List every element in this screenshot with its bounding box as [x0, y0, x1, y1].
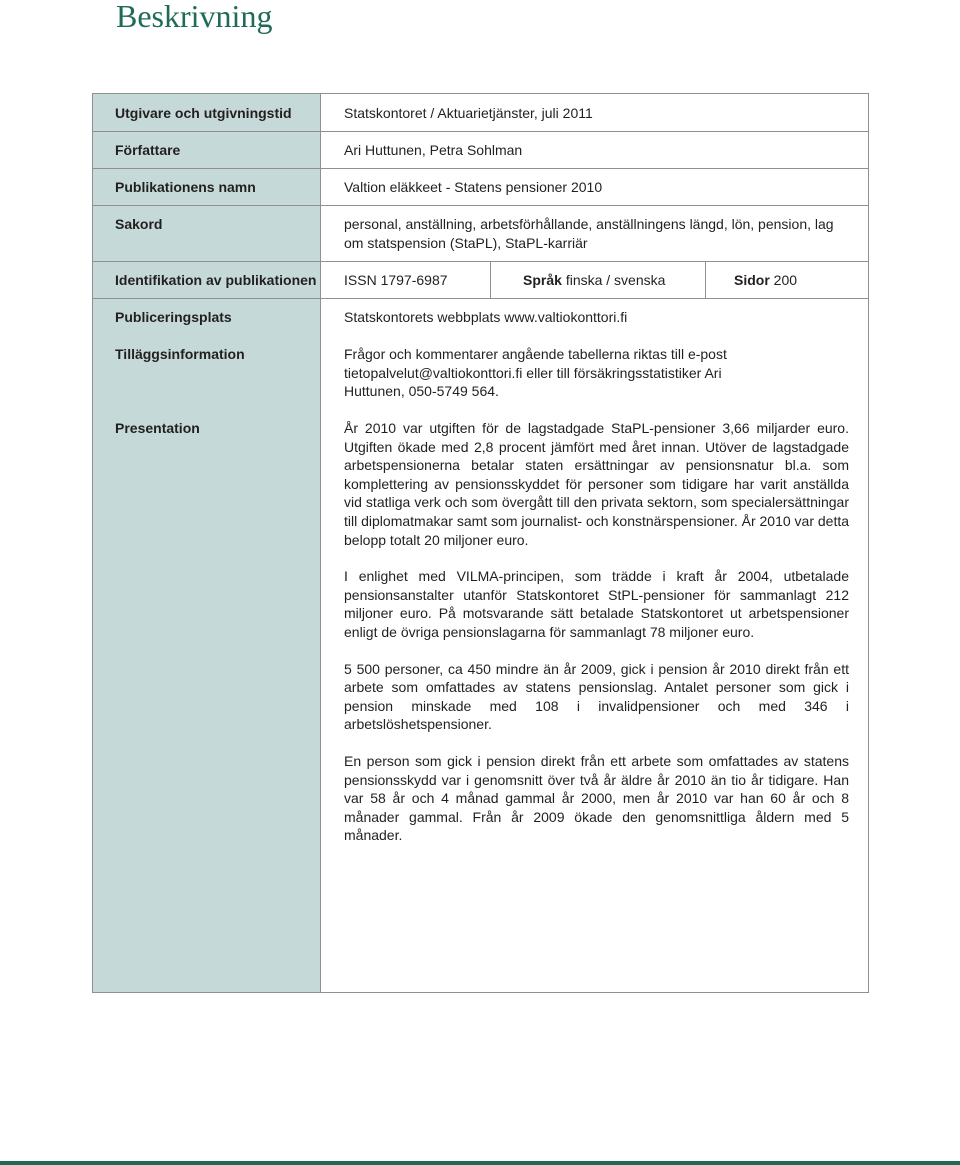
page-title: Beskrivning [116, 0, 273, 34]
publishing-place-label: Publiceringsplats [115, 309, 232, 325]
cell-divider [705, 261, 706, 298]
row-divider [93, 261, 868, 262]
presentation-paragraph: 5 500 personer, ca 450 mindre än år 2009, gick i pension år 2010 direkt från ett arbete som omfattades av statens pensionslag. Antalet personer som gick i pension minskade med 108 i invalidpensioner och med 346 i arbetslöshetspensioner. [344, 660, 849, 733]
cell-divider [490, 261, 491, 298]
keywords-value: personal, anställning, arbetsförhållande, anställningens längd, lön, pension, lag om statspension (StaPL), StaPL-karriär [344, 216, 834, 251]
presentation-paragraph: I enlighet med VILMA-principen, som trädde i kraft år 2004, utbetalade pensionsanstalter utanför Statskontoret StPL-pensioner för sammanlagt 212 miljoner euro. På motsvarande sätt betalade Statskontoret ut arbetspensioner enligt de övriga pensionslagarna för sammanlagt 78 miljoner euro. [344, 568, 849, 640]
presentation-paragraph: År 2010 var utgiften för de lagstadgade StaPL-pensioner 3,66 miljarder euro. Utgiften ökade med 2,8 procent jämfört med året innan. Utöver de lagstadgade arbetspensionerna betalar staten ersättningar av pensionsnatur bl.a. som komplettering av pensionsskyddet för personer som tidigare har varit anställda vid statliga verk och som övergått till den privata sektorn, som specialersättningar till diplomatmakar samt som journalist- och konstnärspensioner. År 2010 var detta belopp totalt 20 miljoner euro. [344, 420, 850, 548]
description-table [92, 93, 869, 993]
presentation-label: Presentation [115, 420, 200, 436]
additional-info-value: Frågor och kommentarer angående tabellerna riktas till e-post tietopalvelut@valtiokonttori.fi eller till försäkringsstatistiker Ari Huttunen, 050-5749 564. [344, 346, 727, 400]
language-cell [523, 271, 665, 289]
presentation-body [344, 419, 849, 863]
language-label: Språk [523, 272, 562, 288]
publication-name-value: Valtion eläkkeet - Statens pensioner 2010 [344, 179, 603, 195]
footer-bar [0, 1161, 960, 1165]
language-value: finska / svenska [565, 272, 666, 288]
publisher-label: Utgivare och utgivningstid [115, 105, 292, 121]
pages-cell [734, 271, 797, 289]
presentation-paragraph: En person som gick i pension direkt från ett arbete som omfattades av statens pensionsskydd var i genomsnitt över två år äldre år 2010 än tio år tidigare. Han var 58 år och 4 månad gammal år 2000, men år 2010 var han 60 år och 8 månader gammal. Från år 2009 ökade den genomsnittliga åldern med 5 månader. [344, 752, 849, 844]
publisher-value: Statskontoret / Aktuarietjänster, juli 2011 [344, 105, 593, 121]
publication-name-label: Publikationens namn [115, 179, 256, 195]
keywords-label: Sakord [115, 216, 163, 232]
publishing-place-value: Statskontorets webbplats www.valtiokonttori.fi [344, 309, 628, 325]
author-label: Författare [115, 142, 181, 158]
pages-label: Sidor [734, 272, 770, 288]
identification-label: Identifikation av publikationen [115, 272, 317, 288]
additional-info-label: Tilläggsinformation [115, 346, 245, 362]
row-divider [93, 298, 868, 299]
author-value: Ari Huttunen, Petra Sohlman [344, 142, 523, 158]
row-divider [93, 168, 868, 169]
row-divider [93, 205, 868, 206]
pages-value: 200 [773, 272, 798, 288]
issn-value: ISSN 1797-6987 [344, 272, 448, 288]
row-divider [93, 131, 868, 132]
